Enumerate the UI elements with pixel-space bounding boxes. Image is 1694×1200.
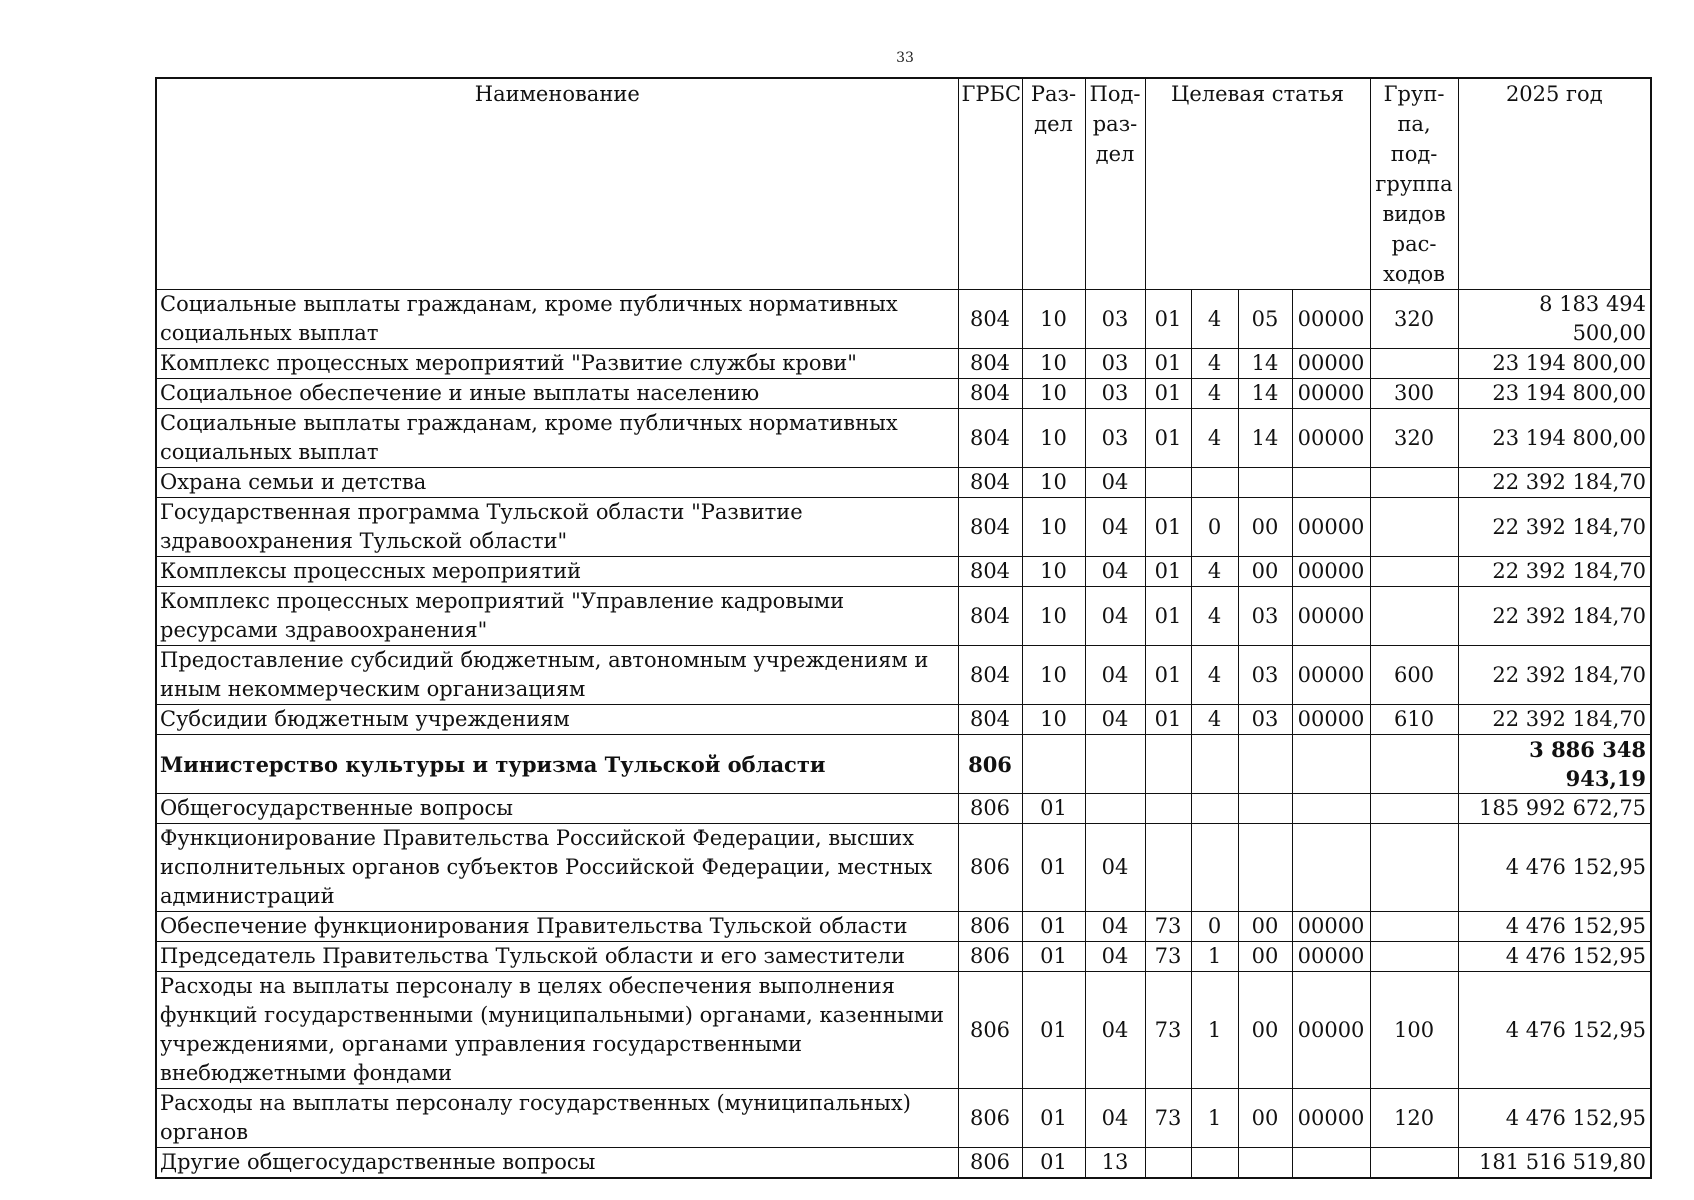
row-sum-2025: 4 476 152,95 xyxy=(1458,942,1651,972)
row-target-program: 01 xyxy=(1145,557,1191,587)
row-target-direction: 00000 xyxy=(1292,646,1370,705)
row-sum-2025: 22 392 184,70 xyxy=(1458,587,1651,646)
row-target-program xyxy=(1145,794,1191,824)
table-row xyxy=(156,587,1651,646)
row-target-program: 01 xyxy=(1145,587,1191,646)
table-row xyxy=(156,646,1651,705)
row-target-program: 73 xyxy=(1145,942,1191,972)
row-target-subprogram xyxy=(1238,1148,1292,1179)
table-row xyxy=(156,468,1651,498)
row-target-type: 0 xyxy=(1191,498,1238,557)
row-razdel: 01 xyxy=(1022,972,1085,1089)
row-razdel: 10 xyxy=(1022,587,1085,646)
table-row xyxy=(156,735,1651,794)
row-grbs: 804 xyxy=(958,587,1022,646)
row-name: Социальные выплаты гражданам, кроме публичных нормативных социальных выплат xyxy=(156,290,958,349)
header-target-article: Целевая статья xyxy=(1145,78,1370,290)
table-row xyxy=(156,972,1651,1089)
header-year: 2025 год xyxy=(1458,78,1651,290)
row-target-subprogram: 00 xyxy=(1238,972,1292,1089)
row-razdel: 01 xyxy=(1022,824,1085,912)
row-grbs: 806 xyxy=(958,1148,1022,1179)
row-name: Комплексы процессных мероприятий xyxy=(156,557,958,587)
row-target-direction xyxy=(1292,735,1370,794)
row-target-type: 1 xyxy=(1191,972,1238,1089)
row-podrazdel: 04 xyxy=(1085,468,1145,498)
row-expense-group xyxy=(1370,942,1458,972)
header-name: Наименование xyxy=(156,78,958,290)
row-expense-group xyxy=(1370,349,1458,379)
row-razdel: 10 xyxy=(1022,498,1085,557)
row-sum-2025: 22 392 184,70 xyxy=(1458,646,1651,705)
header-grbs: ГРБС xyxy=(958,78,1022,290)
row-grbs: 806 xyxy=(958,824,1022,912)
row-podrazdel: 04 xyxy=(1085,824,1145,912)
row-target-type: 4 xyxy=(1191,349,1238,379)
row-target-type xyxy=(1191,824,1238,912)
row-target-direction: 00000 xyxy=(1292,557,1370,587)
row-grbs: 804 xyxy=(958,705,1022,735)
row-sum-2025: 4 476 152,95 xyxy=(1458,912,1651,942)
row-razdel: 10 xyxy=(1022,379,1085,409)
row-target-type xyxy=(1191,794,1238,824)
budget-table xyxy=(155,77,1652,1179)
table-row xyxy=(156,912,1651,942)
header-row xyxy=(156,78,1651,290)
row-grbs: 806 xyxy=(958,735,1022,794)
row-target-subprogram xyxy=(1238,824,1292,912)
row-target-program: 01 xyxy=(1145,498,1191,557)
row-expense-group: 600 xyxy=(1370,646,1458,705)
table-row xyxy=(156,942,1651,972)
row-grbs: 804 xyxy=(958,290,1022,349)
row-target-direction: 00000 xyxy=(1292,912,1370,942)
row-target-subprogram: 00 xyxy=(1238,498,1292,557)
row-target-type: 4 xyxy=(1191,409,1238,468)
row-expense-group: 320 xyxy=(1370,409,1458,468)
row-target-subprogram: 14 xyxy=(1238,379,1292,409)
row-target-type: 4 xyxy=(1191,557,1238,587)
row-target-type: 4 xyxy=(1191,290,1238,349)
row-name: Социальное обеспечение и иные выплаты населению xyxy=(156,379,958,409)
row-razdel: 10 xyxy=(1022,290,1085,349)
table-row xyxy=(156,1089,1651,1148)
row-target-program: 73 xyxy=(1145,972,1191,1089)
row-expense-group xyxy=(1370,587,1458,646)
row-target-subprogram: 00 xyxy=(1238,942,1292,972)
row-sum-2025: 23 194 800,00 xyxy=(1458,349,1651,379)
table-row xyxy=(156,379,1651,409)
row-razdel: 10 xyxy=(1022,468,1085,498)
row-name: Обеспечение функционирования Правительства Тульской области xyxy=(156,912,958,942)
row-target-type xyxy=(1191,735,1238,794)
row-expense-group xyxy=(1370,735,1458,794)
row-sum-2025: 23 194 800,00 xyxy=(1458,379,1651,409)
row-razdel: 10 xyxy=(1022,705,1085,735)
row-razdel: 10 xyxy=(1022,557,1085,587)
row-target-direction xyxy=(1292,794,1370,824)
row-target-type: 4 xyxy=(1191,587,1238,646)
table-row xyxy=(156,824,1651,912)
row-sum-2025: 22 392 184,70 xyxy=(1458,705,1651,735)
row-name: Расходы на выплаты персоналу в целях обеспечения выполнения функций государственными (муниципальными) органами, казенными учреждениями, органами управления государственными внебюджетными фондами xyxy=(156,972,958,1089)
table-row xyxy=(156,1148,1651,1179)
header-razdel: Раз- дел xyxy=(1022,78,1085,290)
row-target-direction: 00000 xyxy=(1292,409,1370,468)
row-razdel: 10 xyxy=(1022,349,1085,379)
row-target-program: 01 xyxy=(1145,646,1191,705)
row-razdel: 10 xyxy=(1022,409,1085,468)
row-name: Комплекс процессных мероприятий "Управление кадровыми ресурсами здравоохранения" xyxy=(156,587,958,646)
row-grbs: 804 xyxy=(958,498,1022,557)
row-target-program xyxy=(1145,824,1191,912)
row-target-subprogram: 14 xyxy=(1238,409,1292,468)
row-podrazdel: 03 xyxy=(1085,290,1145,349)
row-expense-group: 320 xyxy=(1370,290,1458,349)
row-target-subprogram: 00 xyxy=(1238,1089,1292,1148)
row-target-direction: 00000 xyxy=(1292,498,1370,557)
row-target-direction: 00000 xyxy=(1292,972,1370,1089)
row-sum-2025: 185 992 672,75 xyxy=(1458,794,1651,824)
row-target-type: 4 xyxy=(1191,705,1238,735)
row-target-type: 0 xyxy=(1191,912,1238,942)
row-podrazdel: 04 xyxy=(1085,587,1145,646)
row-podrazdel: 04 xyxy=(1085,912,1145,942)
row-expense-group xyxy=(1370,468,1458,498)
row-target-subprogram: 03 xyxy=(1238,646,1292,705)
row-razdel: 01 xyxy=(1022,1148,1085,1179)
header-podrazdel: Под- раз- дел xyxy=(1085,78,1145,290)
row-target-subprogram xyxy=(1238,735,1292,794)
row-sum-2025: 22 392 184,70 xyxy=(1458,498,1651,557)
row-target-type: 4 xyxy=(1191,646,1238,705)
row-target-type: 4 xyxy=(1191,379,1238,409)
row-podrazdel: 04 xyxy=(1085,498,1145,557)
row-podrazdel: 03 xyxy=(1085,409,1145,468)
row-razdel: 10 xyxy=(1022,646,1085,705)
row-name: Общегосударственные вопросы xyxy=(156,794,958,824)
row-target-direction xyxy=(1292,824,1370,912)
row-podrazdel: 04 xyxy=(1085,646,1145,705)
row-expense-group xyxy=(1370,824,1458,912)
row-target-direction xyxy=(1292,1148,1370,1179)
row-sum-2025: 22 392 184,70 xyxy=(1458,468,1651,498)
row-target-type: 1 xyxy=(1191,942,1238,972)
row-expense-group xyxy=(1370,557,1458,587)
row-expense-group: 100 xyxy=(1370,972,1458,1089)
row-sum-2025: 4 476 152,95 xyxy=(1458,824,1651,912)
row-target-program: 01 xyxy=(1145,379,1191,409)
row-name: Государственная программа Тульской области "Развитие здравоохранения Тульской области" xyxy=(156,498,958,557)
row-target-subprogram: 00 xyxy=(1238,557,1292,587)
table-row xyxy=(156,498,1651,557)
row-target-type xyxy=(1191,1148,1238,1179)
row-grbs: 804 xyxy=(958,557,1022,587)
row-name: Министерство культуры и туризма Тульской области xyxy=(156,735,958,794)
row-grbs: 804 xyxy=(958,379,1022,409)
row-grbs: 806 xyxy=(958,1089,1022,1148)
row-name: Расходы на выплаты персоналу государственных (муниципальных) органов xyxy=(156,1089,958,1148)
row-target-program: 01 xyxy=(1145,290,1191,349)
row-target-direction: 00000 xyxy=(1292,1089,1370,1148)
row-name: Функционирование Правительства Российской Федерации, высших исполнительных органов субъектов Российской Федерации, местных администраций xyxy=(156,824,958,912)
row-grbs: 804 xyxy=(958,646,1022,705)
row-target-direction: 00000 xyxy=(1292,379,1370,409)
row-expense-group: 610 xyxy=(1370,705,1458,735)
row-target-type: 1 xyxy=(1191,1089,1238,1148)
row-name: Комплекс процессных мероприятий "Развитие службы крови" xyxy=(156,349,958,379)
row-podrazdel: 03 xyxy=(1085,379,1145,409)
row-target-subprogram xyxy=(1238,794,1292,824)
row-target-subprogram: 00 xyxy=(1238,912,1292,942)
row-target-subprogram: 14 xyxy=(1238,349,1292,379)
row-expense-group xyxy=(1370,498,1458,557)
row-sum-2025: 8 183 494 500,00 xyxy=(1458,290,1651,349)
row-podrazdel: 13 xyxy=(1085,1148,1145,1179)
row-target-direction: 00000 xyxy=(1292,587,1370,646)
row-name: Предоставление субсидий бюджетным, автономным учреждениям и иным некоммерческим организациям xyxy=(156,646,958,705)
row-expense-group xyxy=(1370,912,1458,942)
row-grbs: 806 xyxy=(958,972,1022,1089)
row-sum-2025: 23 194 800,00 xyxy=(1458,409,1651,468)
page-number: 33 xyxy=(896,50,914,66)
row-sum-2025: 4 476 152,95 xyxy=(1458,1089,1651,1148)
row-grbs: 806 xyxy=(958,794,1022,824)
row-target-program: 73 xyxy=(1145,912,1191,942)
row-target-program xyxy=(1145,735,1191,794)
row-sum-2025: 22 392 184,70 xyxy=(1458,557,1651,587)
row-target-subprogram: 05 xyxy=(1238,290,1292,349)
row-grbs: 804 xyxy=(958,468,1022,498)
row-name: Социальные выплаты гражданам, кроме публичных нормативных социальных выплат xyxy=(156,409,958,468)
row-target-program: 01 xyxy=(1145,349,1191,379)
row-grbs: 806 xyxy=(958,942,1022,972)
row-name: Другие общегосударственные вопросы xyxy=(156,1148,958,1179)
table-row xyxy=(156,290,1651,349)
row-podrazdel: 04 xyxy=(1085,557,1145,587)
row-podrazdel: 04 xyxy=(1085,942,1145,972)
row-expense-group xyxy=(1370,794,1458,824)
row-target-direction: 00000 xyxy=(1292,290,1370,349)
row-target-program xyxy=(1145,468,1191,498)
row-podrazdel xyxy=(1085,735,1145,794)
row-podrazdel: 04 xyxy=(1085,1089,1145,1148)
row-razdel: 01 xyxy=(1022,912,1085,942)
row-target-direction: 00000 xyxy=(1292,942,1370,972)
table-row xyxy=(156,349,1651,379)
row-grbs: 804 xyxy=(958,349,1022,379)
row-target-direction: 00000 xyxy=(1292,349,1370,379)
row-razdel xyxy=(1022,735,1085,794)
row-expense-group xyxy=(1370,1148,1458,1179)
row-name: Охрана семьи и детства xyxy=(156,468,958,498)
row-name: Председатель Правительства Тульской области и его заместители xyxy=(156,942,958,972)
row-podrazdel: 04 xyxy=(1085,972,1145,1089)
row-target-subprogram: 03 xyxy=(1238,705,1292,735)
row-target-program: 01 xyxy=(1145,409,1191,468)
row-target-program xyxy=(1145,1148,1191,1179)
row-podrazdel: 03 xyxy=(1085,349,1145,379)
table-row xyxy=(156,705,1651,735)
row-sum-2025: 4 476 152,95 xyxy=(1458,972,1651,1089)
row-grbs: 804 xyxy=(958,409,1022,468)
row-podrazdel xyxy=(1085,794,1145,824)
row-razdel: 01 xyxy=(1022,942,1085,972)
row-target-direction: 00000 xyxy=(1292,705,1370,735)
row-expense-group: 300 xyxy=(1370,379,1458,409)
row-name: Субсидии бюджетным учреждениям xyxy=(156,705,958,735)
row-target-subprogram xyxy=(1238,468,1292,498)
row-target-type xyxy=(1191,468,1238,498)
row-expense-group: 120 xyxy=(1370,1089,1458,1148)
row-sum-2025: 3 886 348 943,19 xyxy=(1458,735,1651,794)
row-target-program: 01 xyxy=(1145,705,1191,735)
row-razdel: 01 xyxy=(1022,1089,1085,1148)
row-target-program: 73 xyxy=(1145,1089,1191,1148)
table-row xyxy=(156,409,1651,468)
row-razdel: 01 xyxy=(1022,794,1085,824)
table-row xyxy=(156,557,1651,587)
row-podrazdel: 04 xyxy=(1085,705,1145,735)
row-target-direction xyxy=(1292,468,1370,498)
row-sum-2025: 181 516 519,80 xyxy=(1458,1148,1651,1179)
row-grbs: 806 xyxy=(958,912,1022,942)
header-expense-group: Груп- па, под- группа видов рас- ходов xyxy=(1370,78,1458,290)
table-row xyxy=(156,794,1651,824)
row-target-subprogram: 03 xyxy=(1238,587,1292,646)
